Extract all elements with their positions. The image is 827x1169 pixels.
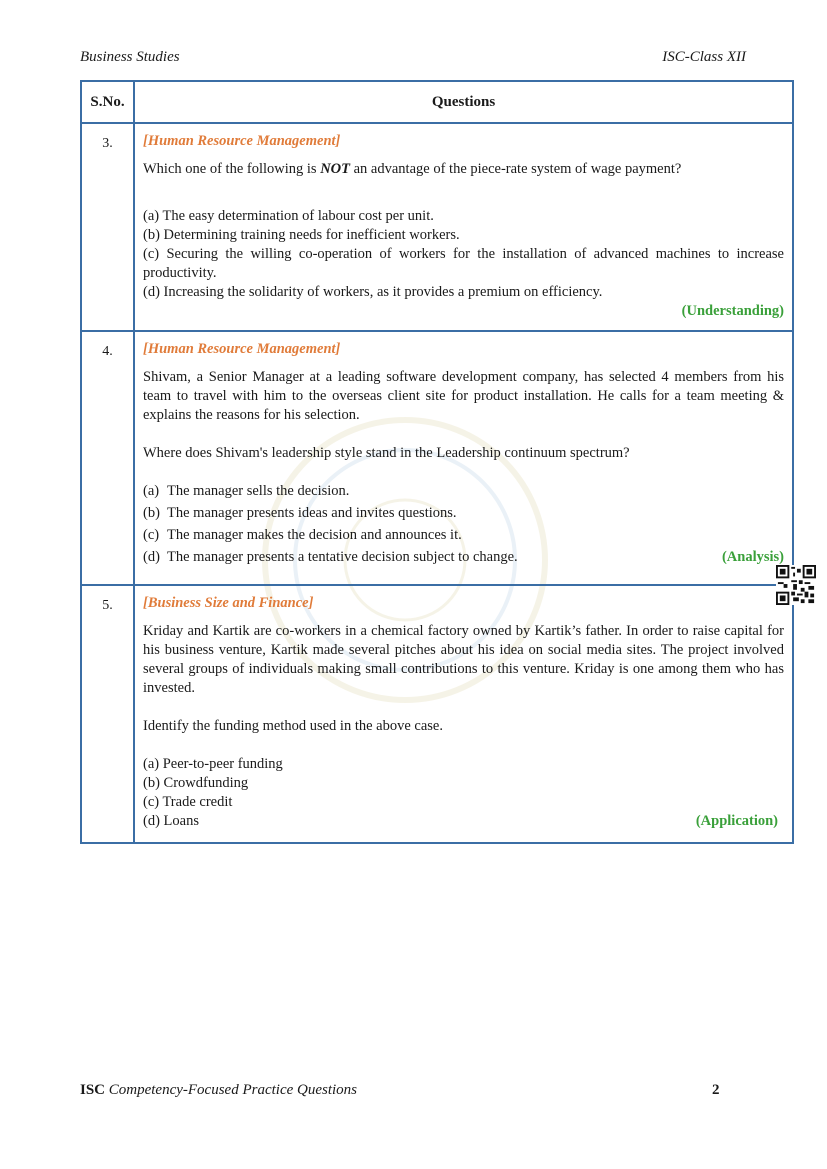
option-text: The manager presents ideas and invites questions. (167, 505, 457, 521)
option-d: (d) Loans (143, 813, 199, 829)
question-stem (143, 160, 784, 179)
case-passage: Kriday and Kartik are co-workers in a chemical factory owned by Kartik’s father. In order to raise capital for his business venture, Kartik made several pitches about his idea on social media sites. The project involved several groups of individuals making small contributions to this venture. Kriday is one among them who has invested. (143, 623, 784, 696)
question-body (134, 123, 793, 331)
footer-title (80, 1082, 357, 1099)
question-row-4 (81, 331, 793, 585)
option-d: (d) Increasing the solidarity of workers, as it provides a premium on efficiency. (143, 284, 603, 300)
option-c: (c) Trade credit (143, 794, 233, 810)
footer-board: ISC (80, 1082, 106, 1098)
cognitive-level: (Application) (695, 813, 778, 829)
header-questions: Questions (134, 81, 793, 123)
option-a (143, 482, 784, 501)
stem-after: an advantage of the piece-rate system of wage payment? (350, 161, 682, 177)
question-body (134, 585, 793, 843)
option-c: (c) Securing the willing co-operation of workers for the installation of advanced machines to increase productivity. (143, 246, 784, 281)
question-row-5 (81, 585, 793, 843)
header-subject: Business Studies (80, 49, 180, 65)
option-text: The manager makes the decision and announces it. (167, 527, 462, 543)
options-list (143, 482, 784, 567)
question-number: 3. (81, 123, 134, 331)
cognitive-level: (Understanding) (681, 303, 784, 319)
option-b (143, 504, 784, 523)
option-a: (a) Peer-to-peer funding (143, 756, 283, 772)
stem-emphasis: NOT (320, 161, 350, 177)
header-class: ISC-Class XII (662, 49, 746, 65)
option-text: The manager presents a tentative decision subject to change. (167, 549, 518, 565)
question-text: Identify the funding method used in the above case. (143, 718, 443, 734)
question-text: Where does Shivam's leadership style stand in the Leadership continuum spectrum? (143, 445, 630, 461)
page-number: 2 (712, 1082, 720, 1098)
topic-label: [Business Size and Finance] (143, 595, 314, 611)
question-number: 5. (81, 585, 134, 843)
option-marker: (a) (143, 483, 160, 499)
option-d-row (143, 812, 784, 831)
footer-subtitle: Competency-Focused Practice Questions (105, 1082, 358, 1098)
topic-label: [Human Resource Management] (143, 341, 341, 357)
qr-code-icon (776, 565, 816, 605)
option-b: (b) Determining training needs for inefficient workers. (143, 227, 460, 243)
question-number: 4. (81, 331, 134, 585)
option-marker: (b) (143, 505, 160, 521)
header-sno: S.No. (81, 81, 134, 123)
option-d (143, 548, 784, 567)
option-text: The manager sells the decision. (167, 483, 350, 499)
option-marker: (d) (143, 549, 160, 565)
question-body (134, 331, 793, 585)
topic-label: [Human Resource Management] (143, 133, 341, 149)
question-row-3 (81, 123, 793, 331)
option-a: (a) The easy determination of labour cost per unit. (143, 208, 434, 224)
table-header-row (81, 81, 793, 123)
option-b: (b) Crowdfunding (143, 775, 249, 791)
case-passage: Shivam, a Senior Manager at a leading software development company, has selected 4 members from his team to travel with him to the overseas client site for product installation. He calls for a team meeting & explains the reasons for his selection. (143, 369, 784, 423)
option-c (143, 526, 784, 545)
stem-before: Which one of the following is (143, 161, 321, 177)
cognitive-level: (Analysis) (721, 549, 784, 565)
option-marker: (c) (143, 527, 160, 543)
questions-table (80, 80, 794, 844)
